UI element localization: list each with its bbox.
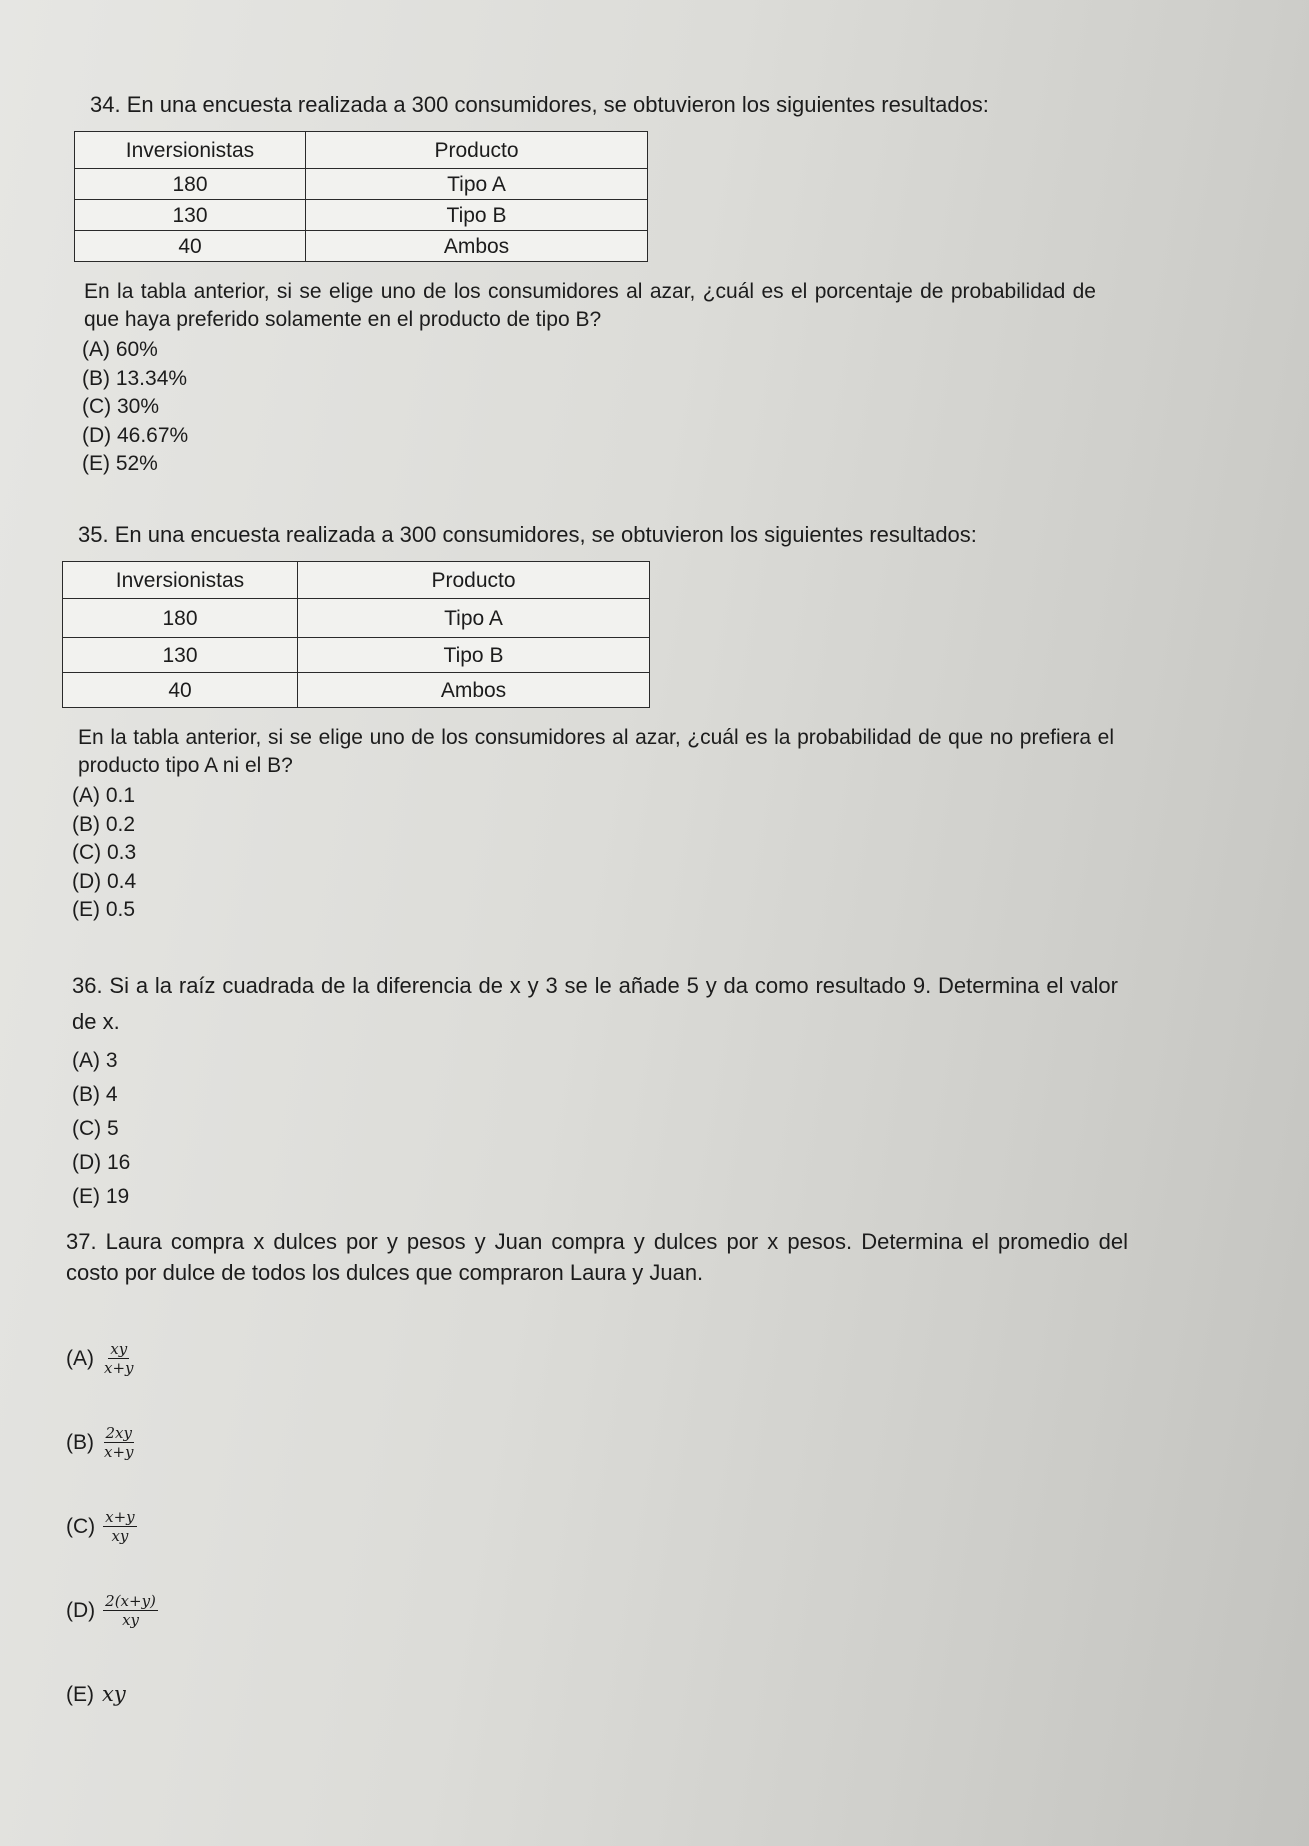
question-36 xyxy=(72,968,1122,1214)
table-cell: 130 xyxy=(63,638,298,673)
option-b xyxy=(66,1400,1136,1484)
fraction-numerator: 2(x+y) xyxy=(105,1591,156,1610)
question-37 xyxy=(66,1226,1136,1736)
table-cell: Tipo B xyxy=(306,200,648,231)
option-c xyxy=(66,1484,1136,1568)
table-row xyxy=(63,638,650,673)
table-cell: 40 xyxy=(63,673,298,708)
table-row xyxy=(63,673,650,708)
question-36-options xyxy=(72,1044,1122,1214)
option-d: (D) 16 xyxy=(72,1151,131,1174)
table-cell: Tipo B xyxy=(298,638,650,673)
question-36-text: 36. Si a la raíz cuadrada de la diferencia de x y 3 se le añade 5 y da como resultado 9. Determina el valor de x. xyxy=(72,973,1118,1034)
option-b: (B) 0.2 xyxy=(72,812,136,836)
fraction-numerator: x+y xyxy=(105,1507,135,1526)
question-35-table xyxy=(62,561,650,708)
table-header-inversionistas: Inversionistas xyxy=(63,562,298,599)
fraction-denominator: x+y xyxy=(104,1358,134,1377)
table-cell: Tipo A xyxy=(298,599,650,638)
fraction xyxy=(103,1592,158,1629)
question-35 xyxy=(72,520,1118,925)
table-cell: Ambos xyxy=(306,231,648,262)
table-header-producto: Producto xyxy=(306,132,648,169)
table-cell: 130 xyxy=(75,200,306,231)
question-35-text: En la tabla anterior, si se elige uno de los consumidores al azar, ¿cuál es la probabilidad de que no prefiera el producto tipo A ni el B? xyxy=(78,726,1114,777)
table-row xyxy=(63,599,650,638)
question-34-text: En la tabla anterior, si se elige uno de los consumidores al azar, ¿cuál es el porcentaje de probabilidad de que haya preferido solamente en el producto de tipo B? xyxy=(84,280,1096,331)
table-header-producto: Producto xyxy=(298,562,650,599)
option-e xyxy=(66,1652,1136,1736)
option-a xyxy=(66,1316,1136,1400)
fraction-denominator: x+y xyxy=(104,1442,134,1461)
question-37-text: 37. Laura compra x dulces por y pesos y Juan compra y dulces por x pesos. Determina el promedio del costo por dulce de todos los dulces que compraron Laura y Juan. xyxy=(66,1229,1128,1285)
question-34-table xyxy=(74,131,648,262)
option-label: (B) xyxy=(66,1430,94,1454)
table-cell: Ambos xyxy=(298,673,650,708)
fraction-denominator: xy xyxy=(111,1526,129,1545)
option-label: (C) xyxy=(66,1514,96,1538)
option-c: (C) 0.3 xyxy=(72,841,137,864)
option-b: (B) 13.34% xyxy=(82,366,188,390)
table-header-row xyxy=(63,562,650,599)
table-row xyxy=(75,231,648,262)
question-37-options xyxy=(66,1316,1136,1736)
table-cell: Tipo A xyxy=(306,169,648,200)
question-34-options xyxy=(82,336,1100,479)
table-cell: 180 xyxy=(63,599,298,638)
option-a: (A) 3 xyxy=(72,1049,118,1072)
option-e: (E) 0.5 xyxy=(72,898,136,921)
option-label: (D) xyxy=(66,1598,96,1622)
option-c: (C) 30% xyxy=(82,395,160,418)
fraction xyxy=(102,1424,136,1461)
option-label: (A) xyxy=(66,1346,94,1370)
option-e: (E) 19 xyxy=(72,1185,130,1208)
option-c: (C) 5 xyxy=(72,1117,119,1140)
fraction-denominator: xy xyxy=(122,1610,139,1629)
fraction xyxy=(102,1340,136,1377)
option-b: (B) 4 xyxy=(72,1083,118,1106)
table-header-inversionistas: Inversionistas xyxy=(75,132,306,169)
fraction-numerator: xy xyxy=(110,1339,128,1358)
option-d: (D) 46.67% xyxy=(82,423,189,447)
option-d: (D) 0.4 xyxy=(72,869,137,893)
option-expression: xy xyxy=(102,1681,126,1706)
option-a: (A) 0.1 xyxy=(72,784,136,807)
question-34 xyxy=(82,90,1100,479)
question-35-options xyxy=(72,782,1118,925)
option-a: (A) 60% xyxy=(82,338,158,361)
question-35-title: 35. En una encuesta realizada a 300 consumidores, se obtuvieron los siguientes resultados: xyxy=(78,522,977,547)
table-cell: 180 xyxy=(75,169,306,200)
option-d xyxy=(66,1568,1136,1652)
table-row xyxy=(75,200,648,231)
option-e: (E) 52% xyxy=(82,452,158,475)
table-cell: 40 xyxy=(75,231,306,262)
fraction-numerator: 2xy xyxy=(105,1423,132,1442)
table-header-row xyxy=(75,132,648,169)
option-label: (E) xyxy=(66,1682,94,1706)
question-34-title: 34. En una encuesta realizada a 300 consumidores, se obtuvieron los siguientes resultados: xyxy=(90,92,989,117)
fraction xyxy=(103,1508,137,1545)
table-row xyxy=(75,169,648,200)
